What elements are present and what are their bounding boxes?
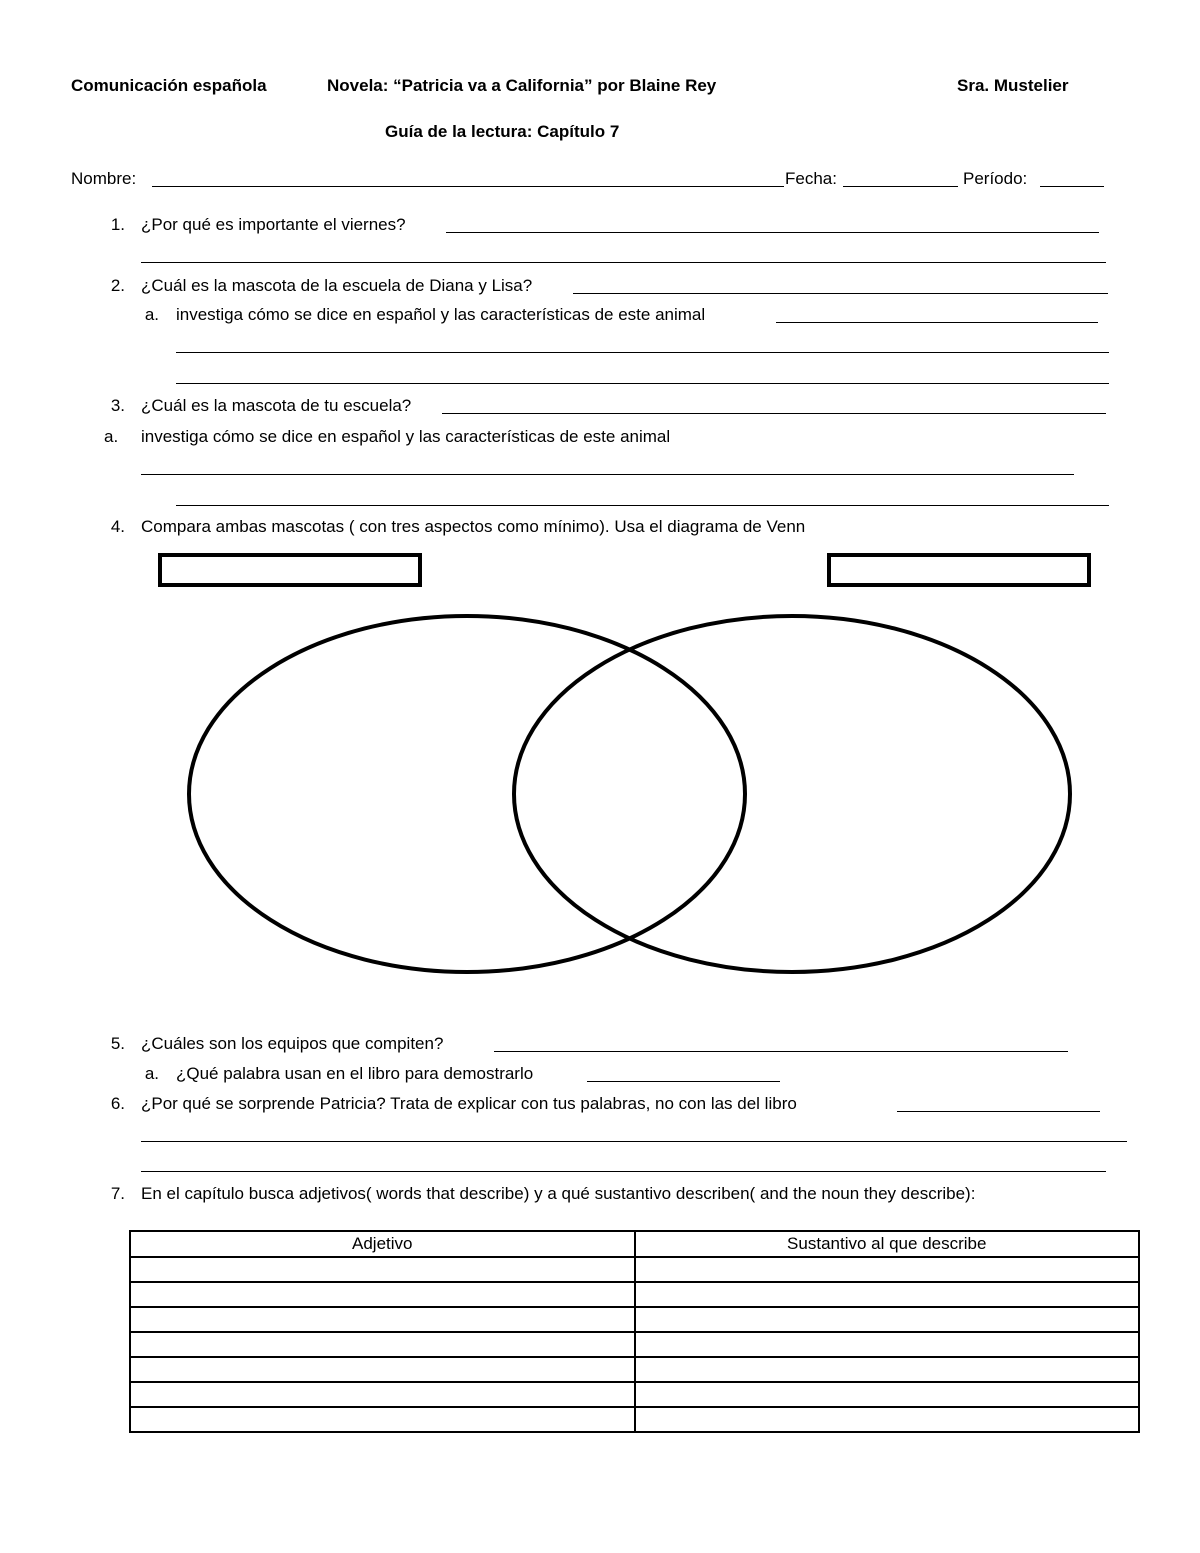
table-row <box>130 1357 1139 1382</box>
venn-right-circle[interactable] <box>514 616 1070 972</box>
q4-text: Compara ambas mascotas ( con tres aspectos como mínimo). Usa el diagrama de Venn <box>141 517 806 536</box>
q5-answer-line[interactable] <box>494 1051 1068 1052</box>
teacher-name: Sra. Mustelier <box>957 76 1069 95</box>
q5-text: ¿Cuáles son los equipos que compiten? <box>141 1034 444 1053</box>
q5-number: 5. <box>110 1034 125 1053</box>
q7-text: En el capítulo busca adjetivos( words that describe) y a qué sustantivo describen( and the noun they describe): <box>141 1184 976 1203</box>
table-row <box>130 1282 1139 1307</box>
table-row <box>130 1382 1139 1407</box>
table-row <box>130 1307 1139 1332</box>
adjective-table <box>129 1230 1140 1433</box>
header-sustantivo: Sustantivo al que describe <box>635 1231 1140 1257</box>
q5a-letter: a. <box>144 1064 159 1083</box>
q3a-text: investiga cómo se dice en español y las características de este animal <box>141 427 671 446</box>
q2a-letter: a. <box>144 305 159 324</box>
noun-cell[interactable] <box>635 1282 1140 1307</box>
q7-number: 7. <box>110 1184 125 1203</box>
adjective-cell[interactable] <box>130 1357 635 1382</box>
q3-text: ¿Cuál es la mascota de tu escuela? <box>141 396 412 415</box>
adjective-cell[interactable] <box>130 1257 635 1282</box>
q2a-text: investiga cómo se dice en español y las características de este animal <box>176 305 706 324</box>
guide-title: Guía de la lectura: Capítulo 7 <box>385 122 620 141</box>
table-row <box>130 1332 1139 1357</box>
q5a-text: ¿Qué palabra usan en el libro para demostrarlo <box>176 1064 534 1083</box>
q6-answer-line[interactable] <box>897 1111 1100 1112</box>
header-adjetivo: Adjetivo <box>130 1231 635 1257</box>
novel-title: Novela: “Patricia va a California” por Blaine Rey <box>327 76 717 95</box>
q6-answer-line-3[interactable] <box>141 1171 1106 1172</box>
q1-number: 1. <box>110 215 125 234</box>
date-label: Fecha: <box>785 169 837 188</box>
name-label: Nombre: <box>71 169 137 188</box>
noun-cell[interactable] <box>635 1307 1140 1332</box>
q4-number: 4. <box>110 517 125 536</box>
q5a-answer-line[interactable] <box>587 1081 780 1082</box>
q3-number: 3. <box>110 396 125 415</box>
noun-cell[interactable] <box>635 1357 1140 1382</box>
q6-answer-line-2[interactable] <box>141 1141 1127 1142</box>
adjective-cell[interactable] <box>130 1382 635 1407</box>
noun-cell[interactable] <box>635 1407 1140 1432</box>
adjective-cell[interactable] <box>130 1307 635 1332</box>
venn-left-circle[interactable] <box>189 616 745 972</box>
noun-cell[interactable] <box>635 1382 1140 1407</box>
q6-text: ¿Por qué se sorprende Patricia? Trata de explicar con tus palabras, no con las del libro <box>141 1094 797 1113</box>
table-row <box>130 1407 1139 1432</box>
adjective-cell[interactable] <box>130 1282 635 1307</box>
q2-text: ¿Cuál es la mascota de la escuela de Diana y Lisa? <box>141 276 533 295</box>
noun-cell[interactable] <box>635 1332 1140 1357</box>
noun-cell[interactable] <box>635 1257 1140 1282</box>
table-header-row <box>130 1231 1139 1257</box>
q1-text: ¿Por qué es importante el viernes? <box>141 215 406 234</box>
adjective-cell[interactable] <box>130 1407 635 1432</box>
period-label: Período: <box>963 169 1028 188</box>
adjective-cell[interactable] <box>130 1332 635 1357</box>
table-row <box>130 1257 1139 1282</box>
q2-number: 2. <box>110 276 125 295</box>
q3a-letter: a. <box>104 427 119 446</box>
course-title: Comunicación española <box>71 76 267 95</box>
q6-number: 6. <box>110 1094 125 1113</box>
